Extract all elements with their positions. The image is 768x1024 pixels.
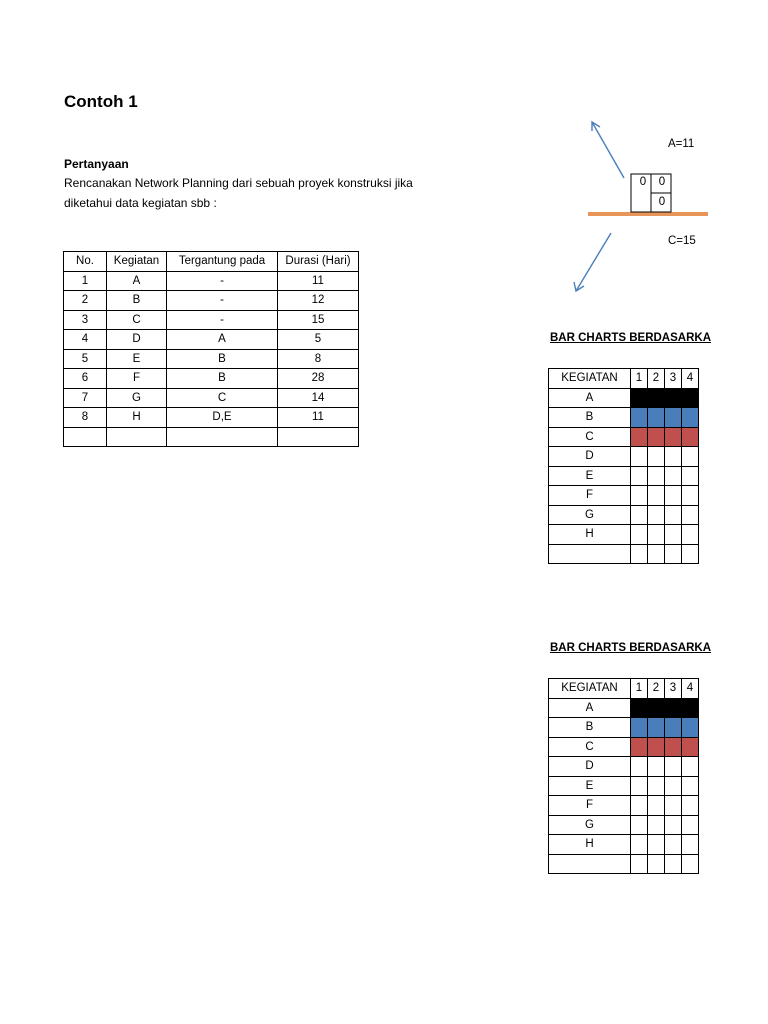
table-row	[64, 310, 359, 330]
bar-chart-row	[549, 854, 699, 874]
row-tergantung: A	[167, 330, 278, 350]
bar-chart-empty-cell	[682, 447, 699, 467]
row-kegiatan: B	[107, 291, 167, 311]
bar-chart-day-header: 2	[648, 679, 665, 699]
question-line-2: diketahui data kegiatan sbb :	[64, 196, 217, 210]
bar-chart-empty-cell	[665, 505, 682, 525]
bar-chart-row	[549, 776, 699, 796]
bar-chart-bar-cell	[648, 408, 665, 428]
page-title: Contoh 1	[64, 92, 138, 111]
bar-chart-activity-label: D	[549, 447, 631, 467]
bar-chart-activity-label: C	[549, 737, 631, 757]
row-tergantung: -	[167, 271, 278, 291]
row-kegiatan	[107, 427, 167, 447]
node-late-time: 0	[658, 176, 666, 188]
bar-chart-bar-cell	[648, 737, 665, 757]
bar-chart-activity-label	[549, 854, 631, 874]
bar-chart-day-header: 4	[682, 679, 699, 699]
row-no: 4	[64, 330, 107, 350]
bar-chart-empty-cell	[665, 466, 682, 486]
bar-chart-day-header: 3	[665, 679, 682, 699]
bar-chart-row	[549, 427, 699, 447]
row-no: 7	[64, 388, 107, 408]
bar-chart-empty-cell	[665, 544, 682, 564]
bar-chart-empty-cell	[665, 757, 682, 777]
bar-chart-activity-label: H	[549, 835, 631, 855]
bar-chart-bar-cell	[682, 737, 699, 757]
row-durasi: 15	[278, 310, 359, 330]
bar-chart-2	[548, 678, 704, 878]
bar-chart-empty-cell	[682, 776, 699, 796]
row-tergantung: C	[167, 388, 278, 408]
bar-chart-empty-cell	[648, 447, 665, 467]
bar-chart-row	[549, 698, 699, 718]
row-durasi: 12	[278, 291, 359, 311]
bar-chart-activity-label: E	[549, 466, 631, 486]
bar-chart-empty-cell	[648, 776, 665, 796]
bar-chart-empty-cell	[682, 544, 699, 564]
header-kegiatan: Kegiatan	[107, 252, 167, 272]
bar-chart-row	[549, 815, 699, 835]
bar-chart-activity-label: A	[549, 698, 631, 718]
bar-chart-bar-cell	[648, 698, 665, 718]
bar-chart-activity-label: E	[549, 776, 631, 796]
row-no: 3	[64, 310, 107, 330]
bar-chart-empty-cell	[631, 835, 648, 855]
bar-chart-empty-cell	[682, 505, 699, 525]
bar-chart-row	[549, 408, 699, 428]
bar-chart-empty-cell	[665, 815, 682, 835]
arrow-a	[592, 122, 624, 178]
bar-chart-bar-cell	[665, 408, 682, 428]
row-durasi: 14	[278, 388, 359, 408]
bar-chart-bar-cell	[631, 408, 648, 428]
activity-table	[63, 251, 359, 447]
bar-chart-empty-cell	[648, 835, 665, 855]
header-durasi: Durasi (Hari)	[278, 252, 359, 272]
bar-chart-activity-label: F	[549, 796, 631, 816]
bar-chart-empty-cell	[682, 486, 699, 506]
row-kegiatan: D	[107, 330, 167, 350]
bar-chart-empty-cell	[648, 544, 665, 564]
bar-chart-row	[549, 447, 699, 467]
bar-chart-header-row	[549, 679, 699, 699]
bar-chart-bar-cell	[648, 427, 665, 447]
bar-chart-empty-cell	[665, 447, 682, 467]
row-no: 8	[64, 408, 107, 428]
bar-chart-bar-cell	[682, 388, 699, 408]
bar-chart-activity-label: C	[549, 427, 631, 447]
bar-chart-empty-cell	[665, 776, 682, 796]
table-row	[64, 330, 359, 350]
bar-chart-row	[549, 525, 699, 545]
bar-chart-header-kegiatan: KEGIATAN	[549, 369, 631, 389]
bar-chart-day-header: 4	[682, 369, 699, 389]
bar-chart-empty-cell	[665, 835, 682, 855]
bar-chart-bar-cell	[682, 408, 699, 428]
row-durasi: 11	[278, 408, 359, 428]
bar-chart-bar-cell	[631, 427, 648, 447]
bar-chart-bar-cell	[665, 698, 682, 718]
row-tergantung: B	[167, 349, 278, 369]
bar-chart-bar-cell	[682, 718, 699, 738]
bar-chart-bar-cell	[631, 698, 648, 718]
row-kegiatan: G	[107, 388, 167, 408]
bar-chart-empty-cell	[631, 447, 648, 467]
bar-chart-bar-cell	[665, 388, 682, 408]
bar-chart-empty-cell	[631, 854, 648, 874]
bar-chart-empty-cell	[631, 776, 648, 796]
row-tergantung: B	[167, 369, 278, 389]
table-row	[64, 271, 359, 291]
row-no: 5	[64, 349, 107, 369]
bar-chart-empty-cell	[631, 525, 648, 545]
table-row	[64, 349, 359, 369]
bar-chart-empty-cell	[648, 854, 665, 874]
bar-chart-row	[549, 757, 699, 777]
bar-chart-empty-cell	[665, 854, 682, 874]
bar-chart-activity-label	[549, 544, 631, 564]
node-early-time: 0	[639, 176, 647, 188]
bar-chart-bar-cell	[682, 427, 699, 447]
row-tergantung: -	[167, 310, 278, 330]
row-kegiatan: E	[107, 349, 167, 369]
bar-chart-empty-cell	[648, 796, 665, 816]
bar-chart-empty-cell	[631, 486, 648, 506]
bar-chart-empty-cell	[682, 466, 699, 486]
bar-chart-empty-cell	[682, 815, 699, 835]
row-durasi: 5	[278, 330, 359, 350]
bar-chart-row	[549, 505, 699, 525]
bar-chart-row	[549, 835, 699, 855]
table-header-row	[64, 252, 359, 272]
bar-chart-bar-cell	[631, 388, 648, 408]
bar-chart-empty-cell	[648, 525, 665, 545]
row-kegiatan: H	[107, 408, 167, 428]
bar-chart-1	[548, 368, 704, 568]
bar-chart-empty-cell	[648, 486, 665, 506]
table-row	[64, 369, 359, 389]
bar-chart-activity-label: F	[549, 486, 631, 506]
arrow-c	[576, 233, 611, 291]
bar-chart-empty-cell	[682, 525, 699, 545]
question-line-1: Rencanakan Network Planning dari sebuah proyek konstruksi jika	[64, 176, 413, 190]
bar-chart-header-kegiatan: KEGIATAN	[549, 679, 631, 699]
bar-chart-row	[549, 466, 699, 486]
row-tergantung: D,E	[167, 408, 278, 428]
bar-chart-row	[549, 388, 699, 408]
bar-chart-1-table	[548, 368, 699, 564]
bar-chart-empty-cell	[631, 466, 648, 486]
label-a: A=11	[668, 138, 695, 150]
bar-chart-activity-label: G	[549, 815, 631, 835]
bar-chart-activity-label: B	[549, 718, 631, 738]
bar-chart-activity-label: D	[549, 757, 631, 777]
row-durasi: 28	[278, 369, 359, 389]
row-durasi: 8	[278, 349, 359, 369]
node-slack: 0	[658, 196, 666, 208]
row-no: 6	[64, 369, 107, 389]
bar-chart-2-table	[548, 678, 699, 874]
bar-chart-empty-cell	[682, 854, 699, 874]
bar-chart-activity-label: B	[549, 408, 631, 428]
row-kegiatan: A	[107, 271, 167, 291]
bar-chart-1-title: BAR CHARTS BERDASARKA	[550, 332, 711, 344]
bar-chart-activity-label: A	[549, 388, 631, 408]
bar-chart-empty-cell	[648, 466, 665, 486]
row-durasi: 11	[278, 271, 359, 291]
bar-chart-empty-cell	[665, 796, 682, 816]
bar-chart-day-header: 2	[648, 369, 665, 389]
bar-chart-row	[549, 544, 699, 564]
bar-chart-row	[549, 737, 699, 757]
bar-chart-row	[549, 796, 699, 816]
bar-chart-header-row	[549, 369, 699, 389]
bar-chart-bar-cell	[631, 718, 648, 738]
bar-chart-empty-cell	[631, 505, 648, 525]
bar-chart-row	[549, 486, 699, 506]
bar-chart-empty-cell	[665, 486, 682, 506]
bar-chart-bar-cell	[631, 737, 648, 757]
bar-chart-bar-cell	[648, 718, 665, 738]
table-row	[64, 291, 359, 311]
row-tergantung: -	[167, 291, 278, 311]
bar-chart-day-header: 3	[665, 369, 682, 389]
table-row	[64, 388, 359, 408]
header-no: No.	[64, 252, 107, 272]
bar-chart-bar-cell	[665, 718, 682, 738]
bar-chart-empty-cell	[682, 796, 699, 816]
bar-chart-empty-cell	[648, 815, 665, 835]
bar-chart-empty-cell	[631, 544, 648, 564]
bar-chart-empty-cell	[682, 757, 699, 777]
row-no: 2	[64, 291, 107, 311]
bar-chart-bar-cell	[665, 427, 682, 447]
bar-chart-2-title: BAR CHARTS BERDASARKA	[550, 642, 711, 654]
table-row	[64, 408, 359, 428]
bar-chart-activity-label: G	[549, 505, 631, 525]
bar-chart-day-header: 1	[631, 679, 648, 699]
bar-chart-empty-cell	[631, 796, 648, 816]
table-row	[64, 427, 359, 447]
bar-chart-empty-cell	[648, 757, 665, 777]
bar-chart-day-header: 1	[631, 369, 648, 389]
bar-chart-activity-label: H	[549, 525, 631, 545]
bar-chart-bar-cell	[648, 388, 665, 408]
row-kegiatan: F	[107, 369, 167, 389]
bar-chart-empty-cell	[631, 815, 648, 835]
header-tergantung: Tergantung pada	[167, 252, 278, 272]
bar-chart-empty-cell	[665, 525, 682, 545]
bar-chart-row	[549, 718, 699, 738]
bar-chart-empty-cell	[631, 757, 648, 777]
row-tergantung	[167, 427, 278, 447]
question-heading: Pertanyaan	[64, 157, 129, 171]
bar-chart-bar-cell	[665, 737, 682, 757]
row-no	[64, 427, 107, 447]
row-kegiatan: C	[107, 310, 167, 330]
bar-chart-empty-cell	[648, 505, 665, 525]
row-durasi	[278, 427, 359, 447]
row-no: 1	[64, 271, 107, 291]
bar-chart-bar-cell	[682, 698, 699, 718]
bar-chart-empty-cell	[682, 835, 699, 855]
label-c: C=15	[668, 235, 696, 247]
